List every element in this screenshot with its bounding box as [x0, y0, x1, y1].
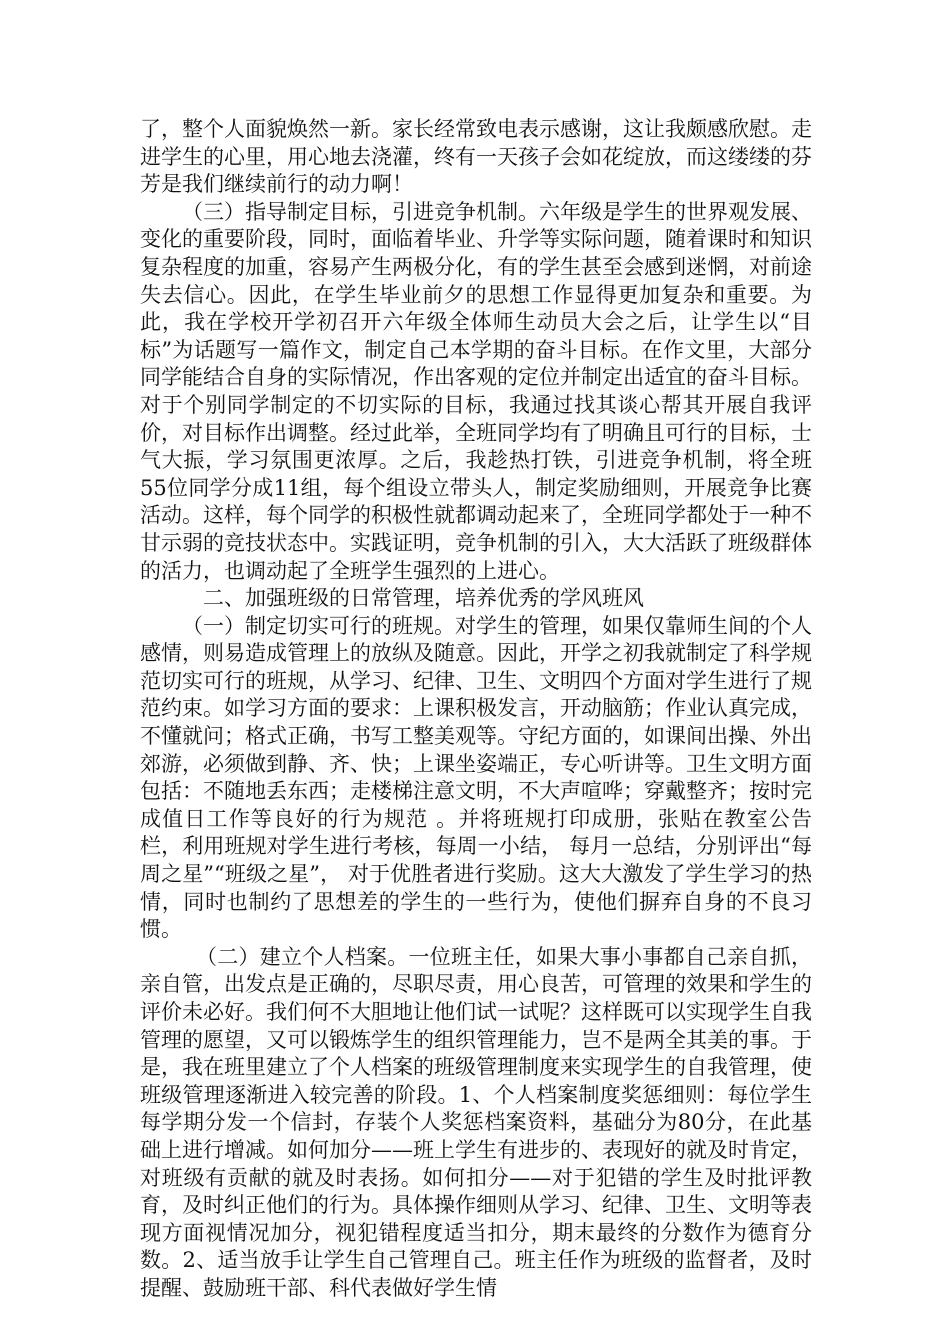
- document-body: [140, 116, 812, 1303]
- paragraph-class-rules: （一）制定切实可行的班规。对学生的管理，如果仅靠师生间的个人感情，则易造成管理上的放纵及随意。因此，开学之初我就制定了科学规范切实可行的班规，从学习、纪律、卫生、文明四个方面对学生进行了规范约束。如学习方面的要求：上课积极发言，开动脑筋；作业认真完成，不懂就问；格式正确，书写工整美观等。守纪方面的，如课间出操、外出郊游，必须做到静、齐、快；上课坐姿端正，专心听讲等。卫生文明方面包括：不随地丢东西；走楼梯注意文明，不大声喧哗；穿戴整齐；按时完成值日工作等良好的行为规范 。并将班规打印成册，张贴在教室公告栏，利用班规对学生进行考核，每周一小结， 每月一总结，分别评出“每周之星”“班级之星”， 对于优胜者进行奖励。这大大激发了学生学习的热情，同时也制约了思想差的学生的一些行为，使他们摒弃自身的不良习惯。: [140, 613, 812, 942]
- paragraph-continuation: 了，整个人面貌焕然一新。家长经常致电表示感谢，这让我颇感欣慰。走进学生的心里，用心地去浇灌，终有一天孩子会如花绽放，而这缕缕的芬芳是我们继续前行的动力啊！: [140, 117, 812, 197]
- paragraph-set-goals: （三）指导制定目标，引进竞争机制。六年级是学生的世界观发展、变化的重要阶段，同时，面临着毕业、升学等实际问题，随着课时和知识复杂程度的加重，容易产生两极分化，有的学生甚至会感到迷惘，对前途失去信心。因此，在学生毕业前夕的思想工作显得更加复杂和重要。为此，我在学校开学初召开六年级全体师生动员大会之后，让学生以“目标”为话题写一篇作文，制定自己本学期的奋斗目标。在作文里，大部分同学能结合自身的实际情况，作出客观的定位并制定出适宜的奋斗目标。对于个别同学制定的不切实际的目标，我通过找其谈心帮其开展自我评价，对目标作出调整。经过此举，全班同学均有了明确且可行的目标，士气大振，学习氛围更浓厚。之后，我趁热打铁，引进竞争机制，将全班55位同学分成11组，每个组设立带头人，制定奖励细则，开展竞争比赛活动。这样，每个同学的积极性就都调动起来了，全班同学都处于一种不甘示弱的竞技状态中。实践证明，竞争机制的引入，大大活跃了班级群体的活力，也调动起了全班学生强烈的上进心。: [140, 199, 812, 583]
- paragraph-personal-files: （二）建立个人档案。一位班主任，如果大事小事都自己亲自抓，亲自管，出发点是正确的，尽职尽责，用心良苦，可管理的效果和学生的评价未必好。我们何不大胆地让他们试一试呢？这样既可以实现学生自我管理的愿望，又可以锻炼学生的组织管理能力，岂不是两全其美的事。于是，我在班里建立了个人档案的班级管理制度来实现学生的自我管理，使班级管理逐渐进入较完善的阶段。1、个人档案制度奖惩细则：每位学生每学期分发一个信封，存装个人奖惩档案资料，基础分为80分，在此基础上进行增减。如何加分——班上学生有进步的、表现好的就及时肯定，对班级有贡献的就及时表扬。如何扣分——对于犯错的学生及时批评教育，及时纠正他们的行为。具体操作细则从学习、纪律、卫生、文明等表现方面视情况加分，视犯错程度适当扣分，期末最终的分数作为德育分数。2、适当放手让学生自己管理自己。班主任作为班级的监督者，及时提醒、鼓励班干部、科代表做好学生情: [140, 944, 812, 1300]
- section-heading: 二、加强班级的日常管理，培养优秀的学风班风: [203, 586, 644, 611]
